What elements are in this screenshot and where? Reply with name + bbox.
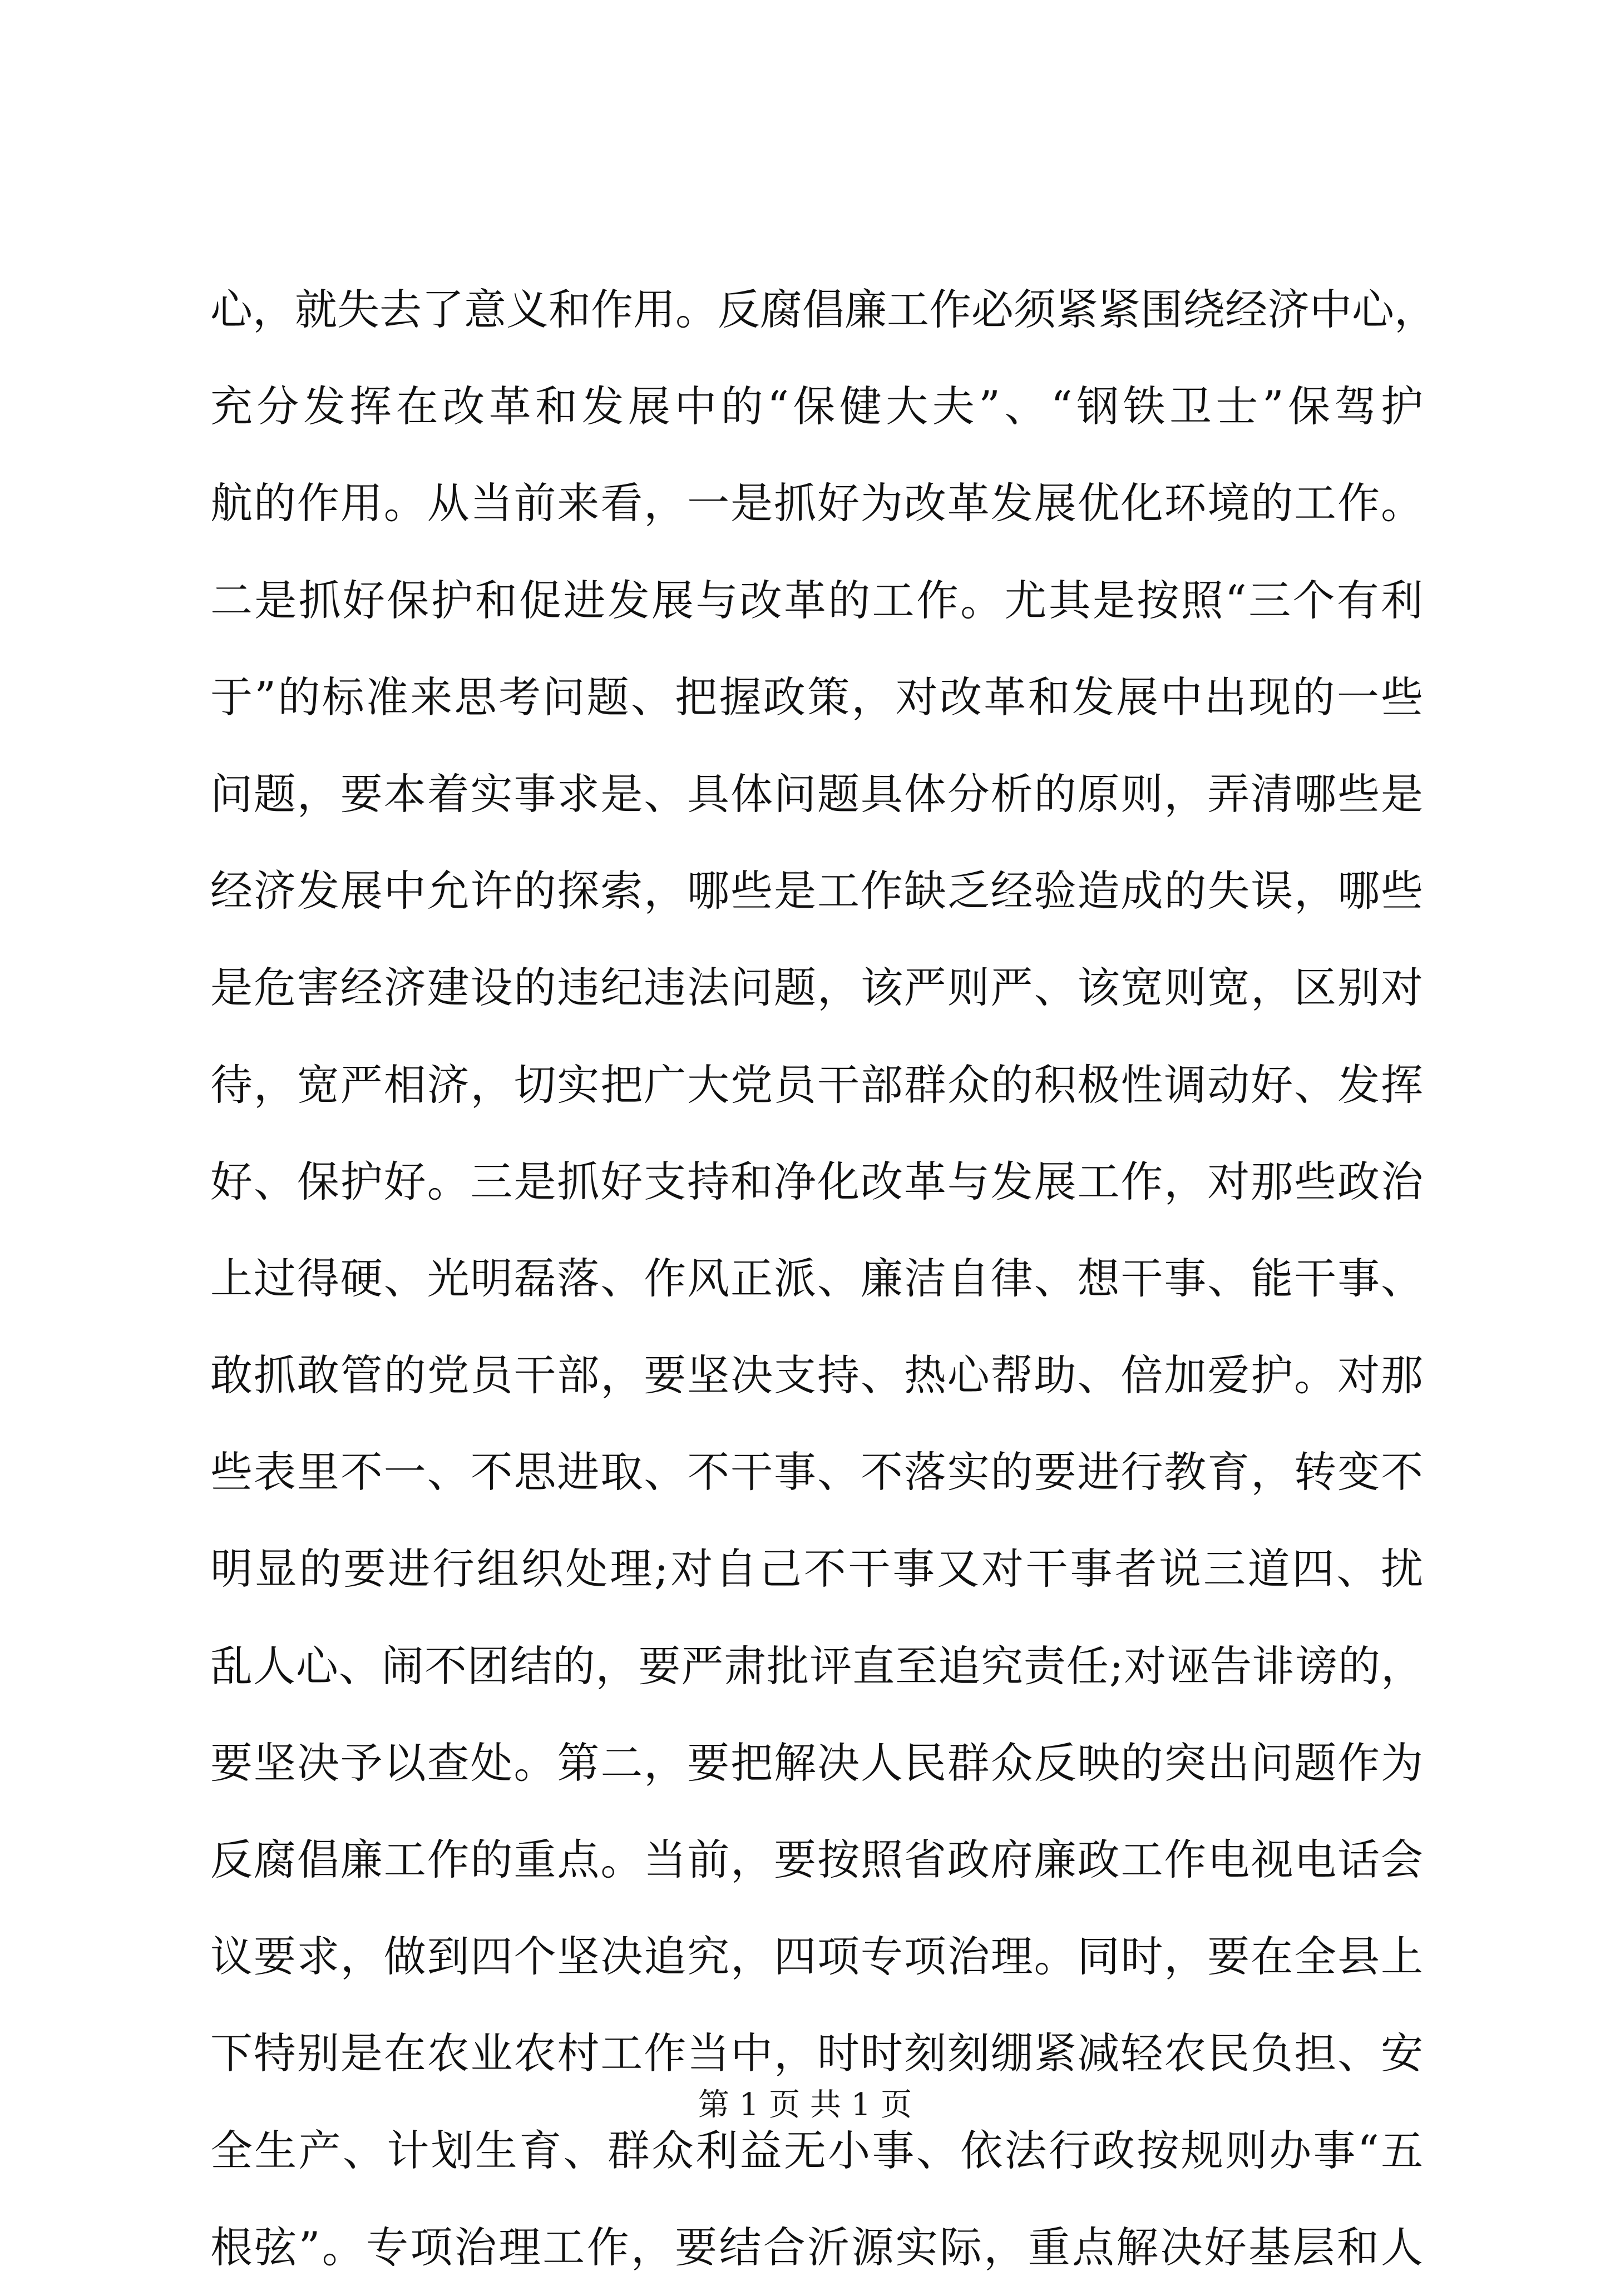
body-text xyxy=(210,261,1436,2296)
text-line: 下特别是在农业农村工作当中，时时刻刻绷紧减轻农民负担、安 xyxy=(210,2028,1423,2079)
text-line: 敢抓敢管的党员干部，要坚决支持、热心帮助、倍加爱护。对那 xyxy=(210,1350,1423,1401)
text-line: 问题，要本着实事求是、具体问题具体分析的原则，弄清哪些是 xyxy=(210,769,1423,819)
text-line: 些表里不一、不思进取、不干事、不落实的要进行教育，转变不 xyxy=(210,1447,1423,1497)
text-line: 待，宽严相济，切实把广大党员干部群众的积极性调动好、发挥 xyxy=(210,1060,1423,1110)
text-line: 全生产、计划生育、群众利益无小事、依法行政按规则办事“五 xyxy=(210,2125,1423,2175)
text-line: 议要求，做到四个坚决追究，四项专项治理。同时，要在全县上 xyxy=(210,1932,1423,1982)
text-line: 反腐倡廉工作的重点。当前，要按照省政府廉政工作电视电话会 xyxy=(210,1835,1423,1884)
page-footer: 第 1 页 共 1 页 xyxy=(698,2087,912,2123)
text-line: 经济发展中允许的探索，哪些是工作缺乏经验造成的失误，哪些 xyxy=(210,866,1423,916)
text-line: 是危害经济建设的违纪违法问题，该严则严、该宽则宽，区别对 xyxy=(210,963,1423,1013)
text-line: 充分发挥在改革和发展中的“保健大夫”、“钢铁卫士”保驾护 xyxy=(210,382,1423,432)
text-line: 根弦”。专项治理工作，要结合沂源实际，重点解决好基层和人 xyxy=(210,2222,1423,2272)
text-line: 上过得硬、光明磊落、作风正派、廉洁自律、想干事、能干事、 xyxy=(210,1253,1423,1303)
text-line: 要坚决予以查处。第二，要把解决人民群众反映的突出问题作为 xyxy=(210,1738,1423,1788)
text-line: 于”的标准来思考问题、把握政策，对改革和发展中出现的一些 xyxy=(210,672,1423,722)
text-line: 好、保护好。三是抓好支持和净化改革与发展工作，对那些政治 xyxy=(210,1156,1423,1206)
text-line: 心，就失去了意义和作用。反腐倡廉工作必须紧紧围绕经济中心， xyxy=(210,285,1436,334)
text-line: 航的作用。从当前来看，一是抓好为改革发展优化环境的工作。 xyxy=(210,478,1423,528)
text-line: 二是抓好保护和促进发展与改革的工作。尤其是按照“三个有利 xyxy=(210,575,1423,625)
text-line: 乱人心、闹不团结的，要严肃批评直至追究责任;对诬告诽谤的， xyxy=(210,1641,1423,1691)
text-line: 明显的要进行组织处理;对自己不干事又对干事者说三道四、扰 xyxy=(210,1544,1423,1594)
